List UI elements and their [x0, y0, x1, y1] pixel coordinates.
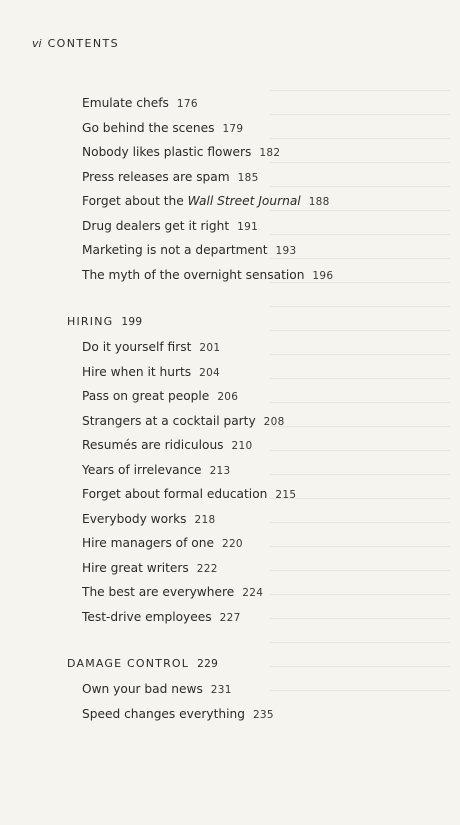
toc-entry-page: 182 [259, 147, 281, 159]
toc-entry[interactable] [82, 144, 280, 161]
toc-entry-page: 227 [219, 611, 241, 624]
toc-entry[interactable] [82, 706, 274, 723]
toc-entry-title: Pass on great people [82, 389, 210, 403]
toc-entry[interactable] [82, 95, 198, 112]
section-page: 229 [197, 658, 219, 670]
toc-entry[interactable] [82, 169, 259, 186]
toc-entry[interactable] [82, 388, 238, 405]
toc-entry-title-italic: Wall Street Journal [187, 194, 301, 208]
toc-entry[interactable] [82, 193, 330, 210]
toc-entry-page: 215 [275, 489, 297, 501]
toc-entry-title: Own your bad news [82, 682, 203, 696]
toc-entry-title: Hire great writers [82, 560, 189, 575]
toc-entry[interactable] [82, 242, 296, 259]
toc-entry[interactable] [82, 267, 333, 284]
section-page: 199 [121, 316, 143, 328]
toc-entry[interactable] [82, 681, 232, 698]
section-heading-damage-control[interactable] [67, 657, 218, 670]
toc-entry-page: 220 [221, 538, 243, 550]
toc-entry-page: 191 [237, 220, 259, 233]
toc-entry-title: Drug dealers get it right [82, 218, 230, 233]
toc-entry[interactable] [82, 584, 263, 601]
toc-entry-title: The best are everywhere [82, 585, 235, 599]
toc-entry-page: 206 [217, 391, 239, 403]
toc-entry-title: Test-drive employees [82, 609, 212, 624]
toc-entry-page: 222 [196, 562, 218, 575]
toc-entry-page: 204 [199, 366, 221, 379]
toc-entry-page: 179 [222, 122, 244, 135]
section-heading-hiring[interactable] [67, 315, 142, 328]
toc-entry-page: 176 [176, 98, 198, 110]
toc-entry-title: Go behind the scenes [82, 120, 215, 135]
toc-entry[interactable] [82, 120, 243, 137]
toc-entry[interactable] [82, 486, 296, 503]
toc-entry-page: 213 [209, 464, 231, 477]
toc-entry[interactable] [82, 413, 285, 430]
toc-entry-title: Forget about formal education [82, 487, 268, 501]
running-head-title: CONTENTS [47, 37, 119, 50]
section-title: HIRING [67, 315, 114, 328]
toc-entry[interactable] [82, 511, 215, 528]
toc-entry-page: 231 [210, 684, 232, 696]
toc-entry[interactable] [82, 218, 258, 235]
toc-entry-page: 193 [275, 245, 297, 257]
toc-entry-page: 235 [252, 708, 274, 721]
toc-entry-page: 210 [231, 440, 253, 452]
toc-entry-title-prefix: Forget about the [82, 194, 188, 208]
toc-entry[interactable] [82, 437, 252, 454]
toc-entry-title: Hire managers of one [82, 536, 214, 550]
toc-entry[interactable] [82, 364, 220, 381]
toc-entry[interactable] [82, 609, 241, 626]
toc-entry-page: 188 [308, 196, 330, 208]
toc-entry-title: Strangers at a cocktail party [82, 413, 256, 428]
toc-entry-title: Press releases are spam [82, 169, 230, 184]
toc-entry-page: 208 [263, 415, 285, 428]
toc-entry-page: 201 [199, 342, 221, 354]
toc-entry[interactable] [82, 560, 218, 577]
toc-entry[interactable] [82, 535, 243, 552]
toc-entry-page: 185 [237, 171, 259, 184]
running-head [32, 37, 119, 50]
toc-entry-title: Nobody likes plastic flowers [82, 145, 252, 159]
toc-entry-page: 224 [242, 587, 264, 599]
toc-entry-page: 196 [312, 269, 334, 282]
toc-entry-title: Do it yourself first [82, 340, 192, 354]
section-title: DAMAGE CONTROL [67, 657, 190, 670]
toc-entry-title: Hire when it hurts [82, 364, 192, 379]
toc-entry-title: Emulate chefs [82, 96, 169, 110]
toc-entry-page: 218 [194, 513, 216, 526]
toc-entry-title: Everybody works [82, 511, 187, 526]
running-head-page-number: vi [32, 37, 42, 50]
toc-entry-title: Speed changes everything [82, 706, 245, 721]
toc-entry-title: Years of irrelevance [82, 462, 202, 477]
toc-entry[interactable] [82, 339, 220, 356]
toc-entry-title: The myth of the overnight sensation [82, 267, 305, 282]
toc-entry[interactable] [82, 462, 231, 479]
show-through-text [270, 90, 450, 710]
toc-entry-title: Marketing is not a department [82, 243, 268, 257]
toc-entry-title: Resumés are ridiculous [82, 438, 224, 452]
